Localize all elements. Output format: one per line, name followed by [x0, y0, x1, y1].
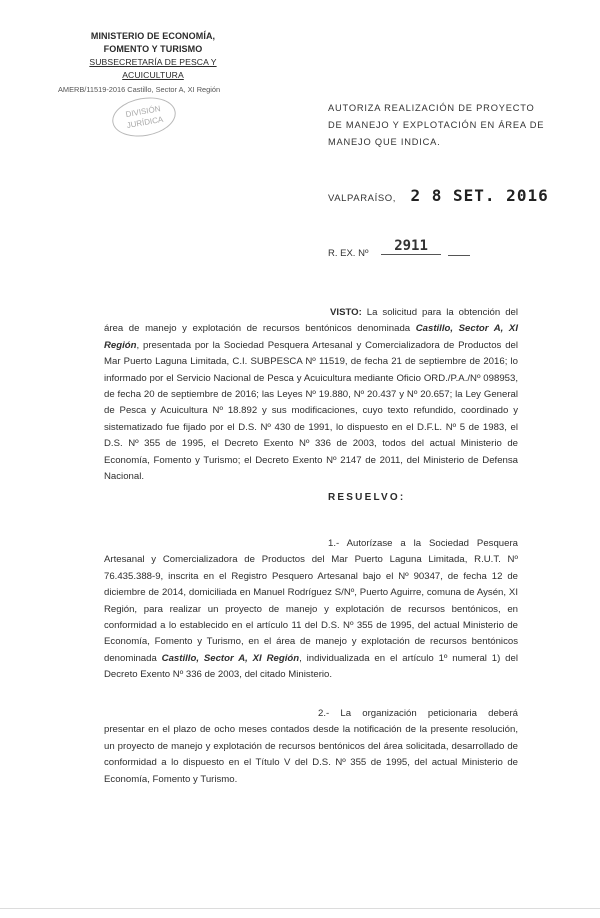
place-label: VALPARAÍSO, [328, 193, 397, 204]
date-stamp: 2 8 SET. 2016 [410, 186, 549, 205]
article-1-area-name: Castillo, Sector A, XI Región [161, 652, 300, 664]
article-1-text-2: , individualizada en el artículo 1º numeral 1) del Decreto Exento Nº 336 de 2003, del citado Ministerio. [104, 652, 518, 681]
page-bottom-edge [0, 908, 600, 909]
resuelvo-heading: RESUELVO: [328, 492, 406, 503]
stamp-line-2: JURÍDICA [126, 114, 164, 131]
undersecretariat-name: SUBSECRETARÍA DE PESCA Y ACUICULTURA [89, 57, 217, 80]
visto-area-name: Castillo, Sector A, XI Región [104, 323, 518, 351]
division-stamp [109, 93, 179, 142]
resolution-number [328, 238, 470, 261]
ministry-name: MINISTERIO DE ECONOMÍA, [90, 31, 216, 41]
resolution-number-value: 2911 [381, 238, 441, 255]
stamp-line-1: DIVISIÓN [124, 104, 162, 120]
visto-paragraph [104, 305, 518, 485]
ministry-name-cont: FOMENTO Y TURISMO [103, 44, 203, 54]
visto-text-1: La solicitud para la obtención del área de manejo y explotación de recursos bentónicos denominada [104, 307, 518, 335]
resolution-subject: AUTORIZA REALIZACIÓN DE PROYECTO DE MANEJO Y EXPLOTACIÓN EN ÁREA DE MANEJO QUE INDICA. [328, 103, 545, 147]
resolution-article-1 [104, 536, 518, 684]
number-underline [448, 255, 470, 256]
place-and-date [328, 186, 549, 206]
visto-label: VISTO: [330, 307, 362, 318]
file-reference: AMERB/11519-2016 Castillo, Sector A, XI Región [58, 85, 221, 94]
resolution-article-2: 2.- La organización peticionaria deberá presentar en el plazo de ocho meses contados desde la notificación de la presente resolución, un proyecto de manejo y explotación de recursos bentónicos del área solicitada, desarrollado de conformidad a lo dispuesto en el Título V del D.S. Nº 355 de 1995, del actual Ministerio de Economía, Fomento y Turismo. [104, 708, 518, 785]
visto-text-2: , presentada por la Sociedad Pesquera Artesanal y Comercializadora de Productos del Mar Puerto Laguna Limitada, C.I. SUBPESCA Nº 11519, de fecha 21 de septiembre de 2016; lo informado por el Servicio Nacional de Pesca y Acuicultura mediante Oficio ORD./P.A./Nº 098953, de fecha 20 de septiembre de 2016; las Leyes Nº 19.880, Nº 20.437 y Nº 20.657; la Ley General de Pesca y Acuicultura Nº 18.892 y sus modificaciones, cuyo texto refundido, coordinado y sistematizado fue fijado por el D.S. Nº 430 de 1991, lo dispuesto en el D.F.L. Nº 5 de 1983, el D.S. Nº 355 de 1995, el Decreto Exento Nº 336 de 2003, todos del actual Ministerio de Economía, Fomento y Turismo; el Decreto Exento Nº 2147 de 2011, del Ministerio de Defensa Nacional. [104, 339, 518, 483]
issuing-organization [58, 30, 248, 96]
resolution-prefix: R. EX. Nº [328, 248, 369, 259]
article-1-text-1: 1.- Autorízase a la Sociedad Pesquera Artesanal y Comercializadora de Productos del Mar Puerto Laguna Limitada, R.U.T. Nº 76.435.388-9, inscrita en el Registro Pesquero Artesanal bajo el Nº 90347, de fecha 12 de diciembre de 2014, domiciliada en Manuel Rodríguez S/Nº, Puerto Aguirre, comuna de Aysén, XI Región, para realizar un proyecto de manejo y explotación de recursos bentónicos, en conformidad a lo establecido en el artículo 11 del D.S. Nº 355 de 1995, del actual Ministerio de Economía, Fomento y Turismo, en el área de manejo y explotación de recursos bentónicos denominada [104, 538, 518, 664]
